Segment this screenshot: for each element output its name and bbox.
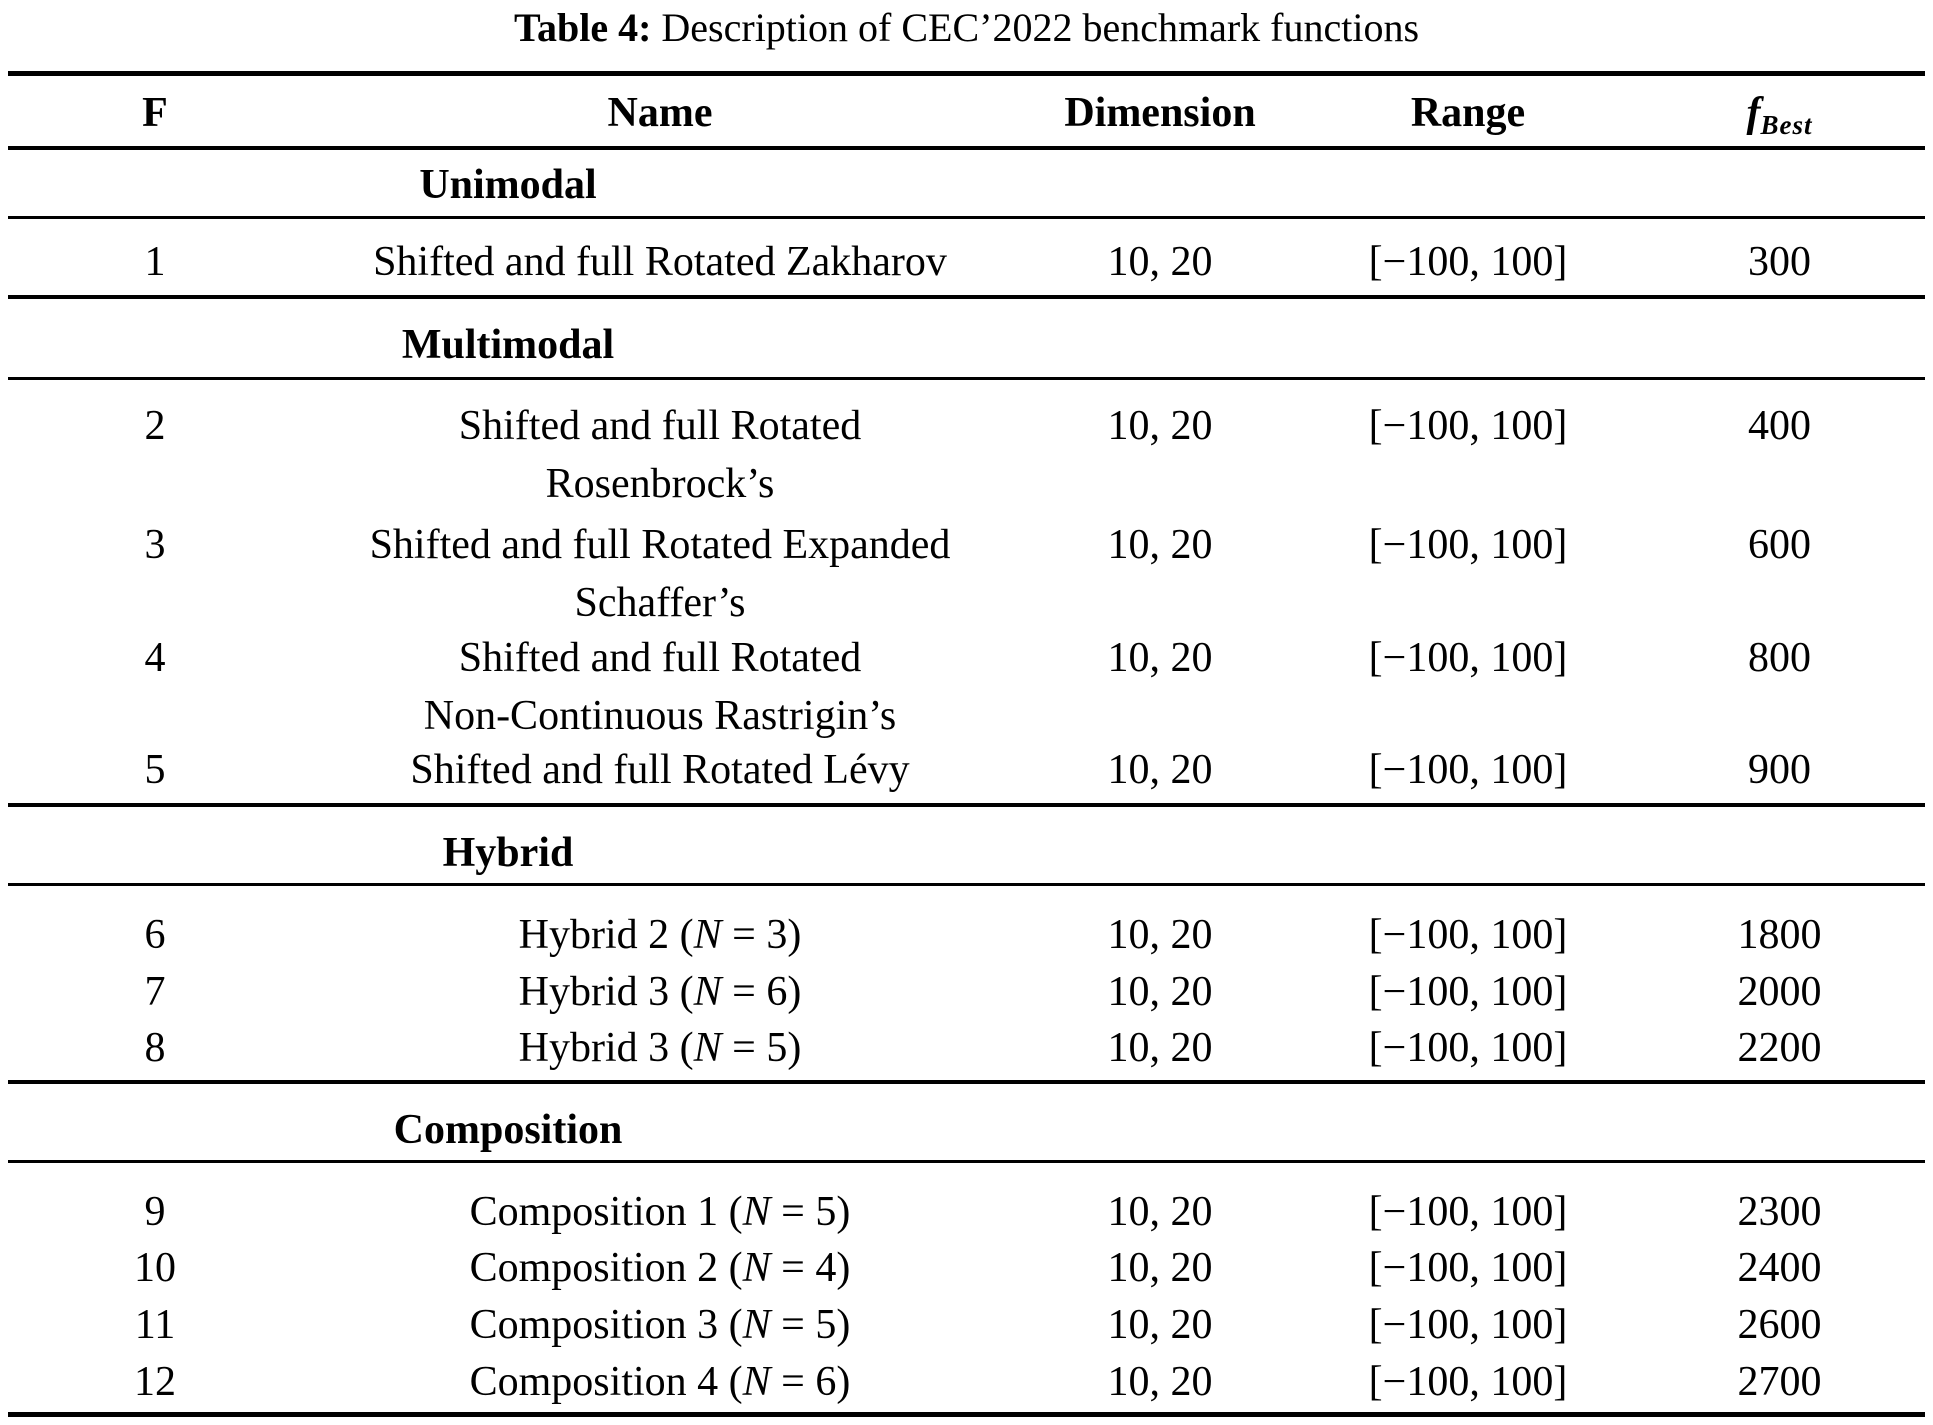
column-header-fbest <box>1626 84 1933 154</box>
math-variable: N <box>742 1189 771 1235</box>
cell-range: [−100, 100] <box>1368 1359 1568 1405</box>
cell-range: [−100, 100] <box>1368 1245 1568 1291</box>
column-header-name: Name <box>607 90 713 136</box>
table-row <box>0 1353 1933 1411</box>
composition-bottom-rule <box>8 1160 1925 1163</box>
name-line: Shifted and full Rotated Expanded <box>369 522 951 568</box>
name-line: Shifted and full Rotated Lévy <box>410 747 910 793</box>
cell-dimension: 10, 20 <box>1107 1189 1213 1235</box>
name-text: Composition 2 ( <box>469 1245 743 1291</box>
math-variable: N <box>693 969 722 1015</box>
cell-fbest: 800 <box>1748 635 1811 681</box>
cell-fbest: 2400 <box>1737 1245 1822 1291</box>
cell-f: 5 <box>144 747 166 793</box>
cell-range: [−100, 100] <box>1368 635 1568 681</box>
cell-fbest: 300 <box>1748 239 1811 285</box>
name-text: Hybrid 3 ( <box>518 969 694 1015</box>
cell-f: 2 <box>144 403 166 449</box>
cell-fbest: 2200 <box>1737 1025 1822 1071</box>
cell-name <box>310 1019 1010 1077</box>
cell-dimension: 10, 20 <box>1107 522 1213 568</box>
cell-name <box>310 629 1010 745</box>
cell-f: 6 <box>144 912 166 958</box>
cell-dimension: 10, 20 <box>1107 1245 1213 1291</box>
cell-range: [−100, 100] <box>1368 522 1568 568</box>
cell-f: 12 <box>134 1359 176 1405</box>
top-rule <box>8 71 1925 76</box>
cell-dimension: 10, 20 <box>1107 635 1213 681</box>
cell-f: 4 <box>144 635 166 681</box>
table-row <box>0 629 1933 745</box>
name-line <box>310 1183 1010 1241</box>
cell-dimension: 10, 20 <box>1107 1025 1213 1071</box>
column-header-f: F <box>142 90 168 136</box>
cell-fbest: 400 <box>1748 403 1811 449</box>
fbest-subscript: Best <box>1760 110 1813 140</box>
cell-range: [−100, 100] <box>1368 747 1568 793</box>
cell-dimension: 10, 20 <box>1107 1359 1213 1405</box>
cell-range: [−100, 100] <box>1368 969 1568 1015</box>
section-divider-rule <box>8 295 1925 299</box>
name-text: Composition 1 ( <box>469 1189 743 1235</box>
fbest-symbol: f <box>1746 90 1761 136</box>
cell-range: [−100, 100] <box>1368 1189 1568 1235</box>
name-line: Non-Continuous Rastrigin’s <box>423 693 897 739</box>
name-text: Composition 4 ( <box>469 1359 743 1405</box>
name-line <box>310 963 1010 1021</box>
table-caption-label: Table 4: <box>513 5 652 50</box>
cell-name <box>310 906 1010 964</box>
cell-fbest: 2000 <box>1737 969 1822 1015</box>
cell-f: 10 <box>134 1245 176 1291</box>
unimodal-bottom-rule <box>8 216 1925 219</box>
name-text: = 5) <box>770 1189 851 1235</box>
name-line <box>310 906 1010 964</box>
math-variable: N <box>742 1245 771 1291</box>
cell-f: 1 <box>144 239 166 285</box>
section-divider-rule <box>8 803 1925 807</box>
cell-range: [−100, 100] <box>1368 1302 1568 1348</box>
section-header-unimodal: Unimodal <box>419 162 597 208</box>
cell-dimension: 10, 20 <box>1107 747 1213 793</box>
name-line: Rosenbrock’s <box>545 461 775 507</box>
cell-f: 11 <box>134 1302 176 1348</box>
math-variable: N <box>693 912 722 958</box>
name-text: = 6) <box>721 969 802 1015</box>
cell-dimension: 10, 20 <box>1107 912 1213 958</box>
cell-name <box>310 516 1010 632</box>
cell-fbest: 900 <box>1748 747 1811 793</box>
section-header-multimodal: Multimodal <box>401 322 615 368</box>
table-row <box>0 963 1933 1021</box>
table-caption-text: Description of CEC’2022 benchmark functions <box>651 5 1420 50</box>
math-variable: N <box>693 1025 722 1071</box>
cell-dimension: 10, 20 <box>1107 1302 1213 1348</box>
cell-name <box>310 1296 1010 1354</box>
math-variable: N <box>742 1359 771 1405</box>
cell-range: [−100, 100] <box>1368 912 1568 958</box>
table-row <box>0 397 1933 513</box>
multimodal-bottom-rule <box>8 377 1925 380</box>
column-header-dimension: Dimension <box>1064 90 1256 136</box>
cell-name <box>310 963 1010 1021</box>
cell-fbest: 2300 <box>1737 1189 1822 1235</box>
cell-fbest: 2600 <box>1737 1302 1822 1348</box>
cell-dimension: 10, 20 <box>1107 403 1213 449</box>
cell-fbest: 1800 <box>1737 912 1822 958</box>
bottom-rule <box>8 1412 1925 1417</box>
name-text: Hybrid 3 ( <box>518 1025 694 1071</box>
cell-dimension: 10, 20 <box>1107 239 1213 285</box>
column-header-row <box>0 84 1933 154</box>
name-line: Shifted and full Rotated <box>458 635 862 681</box>
name-line <box>310 1019 1010 1077</box>
name-line: Shifted and full Rotated Zakharov <box>373 239 947 285</box>
name-text: = 5) <box>770 1302 851 1348</box>
cell-name <box>310 233 1010 291</box>
table-row <box>0 906 1933 964</box>
table-caption <box>0 2 1933 54</box>
cell-range: [−100, 100] <box>1368 1025 1568 1071</box>
table-row <box>0 1296 1933 1354</box>
table-row <box>0 233 1933 291</box>
cell-range: [−100, 100] <box>1368 239 1568 285</box>
cell-name <box>310 1239 1010 1297</box>
cell-range: [−100, 100] <box>1368 403 1568 449</box>
table-row <box>0 1183 1933 1241</box>
name-text: Hybrid 2 ( <box>518 912 694 958</box>
cell-dimension: 10, 20 <box>1107 969 1213 1015</box>
hybrid-bottom-rule <box>8 883 1925 886</box>
table-row <box>0 1239 1933 1297</box>
name-line: Shifted and full Rotated <box>458 403 862 449</box>
name-text: = 5) <box>721 1025 802 1071</box>
cell-name <box>310 1353 1010 1411</box>
section-header-composition: Composition <box>393 1107 623 1153</box>
name-text: = 6) <box>770 1359 851 1405</box>
name-line: Schaffer’s <box>574 580 746 626</box>
cell-name <box>310 741 1010 799</box>
name-line <box>310 1239 1010 1297</box>
table-row <box>0 516 1933 632</box>
cell-fbest: 600 <box>1748 522 1811 568</box>
name-line <box>310 1296 1010 1354</box>
name-text: = 4) <box>770 1245 851 1291</box>
section-divider-rule <box>8 1080 1925 1084</box>
cell-fbest: 2700 <box>1737 1359 1822 1405</box>
cell-f: 9 <box>144 1189 166 1235</box>
name-text: Composition 3 ( <box>469 1302 743 1348</box>
section-header-hybrid: Hybrid <box>442 830 574 876</box>
cell-name <box>310 1183 1010 1241</box>
name-text: = 3) <box>721 912 802 958</box>
name-line <box>310 1353 1010 1411</box>
cell-f: 7 <box>144 969 166 1015</box>
cell-f: 3 <box>144 522 166 568</box>
cell-name <box>310 397 1010 513</box>
cell-f: 8 <box>144 1025 166 1071</box>
column-header-range: Range <box>1410 90 1526 136</box>
table-row <box>0 1019 1933 1077</box>
math-variable: N <box>742 1302 771 1348</box>
table-row <box>0 741 1933 799</box>
